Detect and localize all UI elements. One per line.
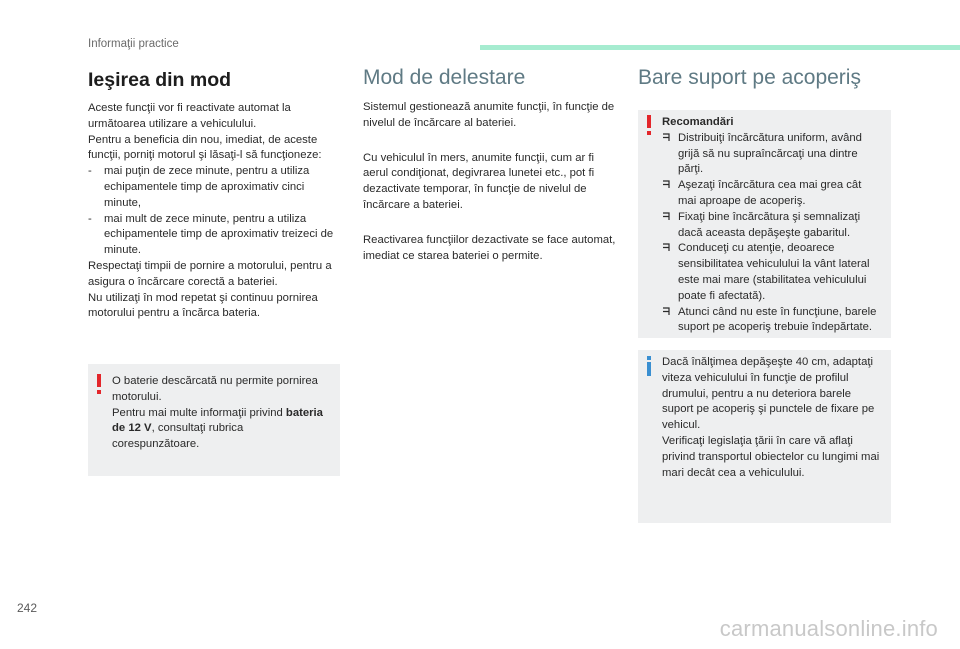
recommendation-text: Fixaţi bine încărcătura şi semnalizaţi dacă aceasta depăşeşte gabaritul. <box>678 210 861 239</box>
recommendation-item <box>662 305 881 337</box>
recommendation-item <box>662 241 881 304</box>
column-roof-bars <box>638 64 892 92</box>
arrow-bullet-icon <box>662 212 670 221</box>
warning-exclamation-icon <box>645 115 653 135</box>
watermark-text: carmanualsonline.info <box>719 616 938 641</box>
recommendation-text: Conduceţi cu atenţie, deoarece sensibilitatea vehiculului la vânt lateral este mai mare (stabilitatea vehiculului poate fi afectată). <box>678 242 870 302</box>
warning-exclamation-icon <box>95 374 103 394</box>
arrow-bullet-icon <box>662 133 670 142</box>
battery-warning-line1: O baterie descărcată nu permite pornirea motorului. <box>112 375 318 403</box>
battery-warning-text: Pentru mai multe informaţii privind <box>112 406 283 419</box>
section-header: Informaţii practice <box>88 38 179 50</box>
dash-marker: - <box>88 165 92 178</box>
exit-mode-item <box>88 164 342 211</box>
exit-mode-respect: Respectaţi timpii de pornire a motorului, pentru a asigura o încărcare corectă a bateriei. <box>88 259 332 288</box>
load-shedding-p1: Sistemul gestionează anumite funcţii, în funcţie de nivelul de încărcare al bateriei. <box>363 101 615 129</box>
exit-mode-title: Ieşirea din mod <box>88 69 232 91</box>
page-number: 242 <box>17 601 38 615</box>
header-accent-bar <box>480 45 960 50</box>
exit-mode-item-text: mai puţin de zece minute, pentru a utiliza echipamentele timp de aproximativ cinci minute, <box>104 165 310 209</box>
recommendation-text: Distribuiţi încărcătura uniform, având grijă să nu supraîncărcaţi una dintre părţi. <box>678 131 862 176</box>
roof-info-p2: Verificaţi legislaţia ţării în care vă aflaţi privind transportul obiectelor cu lungimi mai mari decât cea a vehiculului. <box>662 434 880 479</box>
exit-mode-item <box>88 212 342 259</box>
recommendations-title: Recomandări <box>662 116 734 128</box>
exit-mode-benefit: Pentru a beneficia din nou, imediat, de aceste funcţii, porniţi motorul şi lăsaţi-l să funcţioneze: <box>88 133 322 162</box>
info-icon <box>646 356 652 376</box>
load-shedding-p2: Cu vehiculul în mers, anumite funcţii, cum ar fi aerul condiţionat, degivrarea lunetei etc., pot fi dezactivate temporar, în funcţie de nivelul de încărcare a bateriei. <box>363 151 595 211</box>
recommendation-item <box>662 210 881 242</box>
battery-warning-line2 <box>112 406 330 453</box>
roof-bars-title: Bare suport pe acoperiş <box>638 66 861 89</box>
roof-info-p1: Dacă înălţimea depăşeşte 40 cm, adaptaţi viteza vehiculului în funcţie de profilul drumului, pentru a nu deteriora barele suport pe acoperiş şi punctele de fixare pe vehicul. <box>662 356 875 432</box>
column-load-shedding <box>363 64 617 264</box>
column-exit-mode <box>88 64 342 322</box>
arrow-bullet-icon <box>662 180 670 189</box>
recommendation-item <box>662 131 881 178</box>
recommendation-text: Aşezaţi încărcătura cea mai grea cât mai aproape de acoperiş. <box>678 179 862 207</box>
exit-mode-intro: Aceste funcţii vor fi reactivate automat la următoarea utilizare a vehiculului. <box>88 102 291 130</box>
arrow-bullet-icon <box>662 243 670 252</box>
battery-warning-text-end: , consultaţi rubrica corespunzătoare. <box>112 422 244 451</box>
battery-warning-box <box>88 364 340 476</box>
exit-mode-no-repeat: Nu utilizaţi în mod repetat şi continuu pornirea motorului pentru a încărca bateria. <box>88 291 318 320</box>
arrow-bullet-icon <box>662 307 670 316</box>
battery-warning-bold: bateria de 12 V <box>112 406 323 435</box>
recommendation-text: Atunci când nu este în funcţiune, barele suport pe acoperiş trebuie îndepărtate. <box>678 305 877 334</box>
load-shedding-title: Mod de delestare <box>363 66 526 89</box>
recommendation-item <box>662 178 881 210</box>
roof-recommendations-box <box>638 110 891 338</box>
exit-mode-item-text: mai mult de zece minute, pentru a utiliza echipamentele timp de aproximativ treizeci de minute. <box>104 212 334 257</box>
roof-info-box <box>638 350 891 523</box>
load-shedding-p3: Reactivarea funcţiilor dezactivate se face automat, imediat ce starea bateriei o permite. <box>363 233 616 262</box>
dash-marker: - <box>88 212 92 225</box>
